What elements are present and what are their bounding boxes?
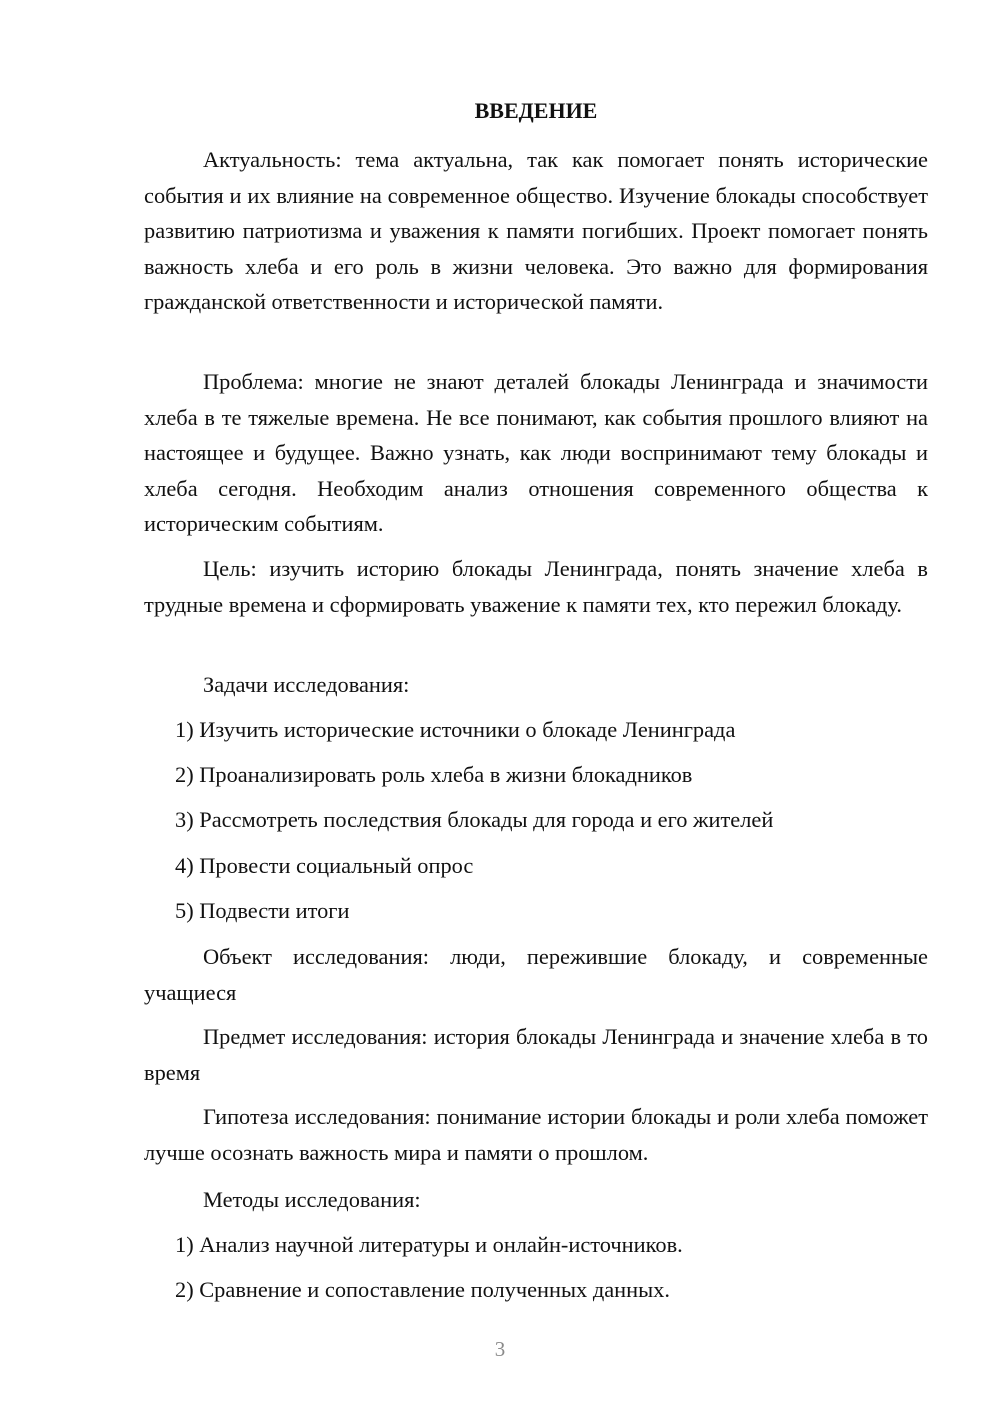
hypothesis-paragraph: Гипотеза исследования: понимание истории блокады и роли хлеба поможет лучше осознать важность мира и памяти о прошлом. <box>144 1104 928 1165</box>
task-item: 2) Проанализировать роль хлеба в жизни блокадников <box>175 762 693 787</box>
task-item: 1) Изучить исторические источники о блокаде Ленинграда <box>175 717 736 742</box>
task-item: 4) Провести социальный опрос <box>175 853 474 878</box>
subject-paragraph: Предмет исследования: история блокады Ленинграда и значение хлеба в то время <box>144 1024 928 1085</box>
method-item: 1) Анализ научной литературы и онлайн-источников. <box>175 1232 683 1257</box>
page-number: 3 <box>494 1337 506 1361</box>
task-item: 3) Рассмотреть последствия блокады для города и его жителей <box>175 807 774 832</box>
task-item: 5) Подвести итоги <box>175 898 350 923</box>
section-title: ВВЕДЕНИЕ <box>474 98 598 123</box>
relevance-paragraph: Актуальность: тема актуальна, так как помогает понять исторические события и их влияние на современное общество. Изучение блокады способствует развитию патриотизма и уважения к памяти погибших. Проект помогает понять важность хлеба и его роль в жизни человека. Это важно для формирования гражданской ответственности и исторической памяти. <box>144 147 928 314</box>
object-paragraph: Объект исследования: люди, пережившие блокаду, и современные учащиеся <box>144 944 928 1005</box>
problem-paragraph: Проблема: многие не знают деталей блокады Ленинграда и значимости хлеба в те тяжелые времена. Не все понимают, как события прошлого влияют на настоящее и будущее. Важно узнать, как люди воспринимают тему блокады и хлеба сегодня. Необходим анализ отношения современного общества к историческим событиям. <box>144 369 928 536</box>
methods-label: Методы исследования: <box>203 1187 421 1212</box>
method-item: 2) Сравнение и сопоставление полученных данных. <box>175 1277 670 1302</box>
tasks-label: Задачи исследования: <box>203 672 410 697</box>
goal-paragraph: Цель: изучить историю блокады Ленинграда, понять значение хлеба в трудные времена и сформировать уважение к памяти тех, кто пережил блокаду. <box>144 556 928 617</box>
